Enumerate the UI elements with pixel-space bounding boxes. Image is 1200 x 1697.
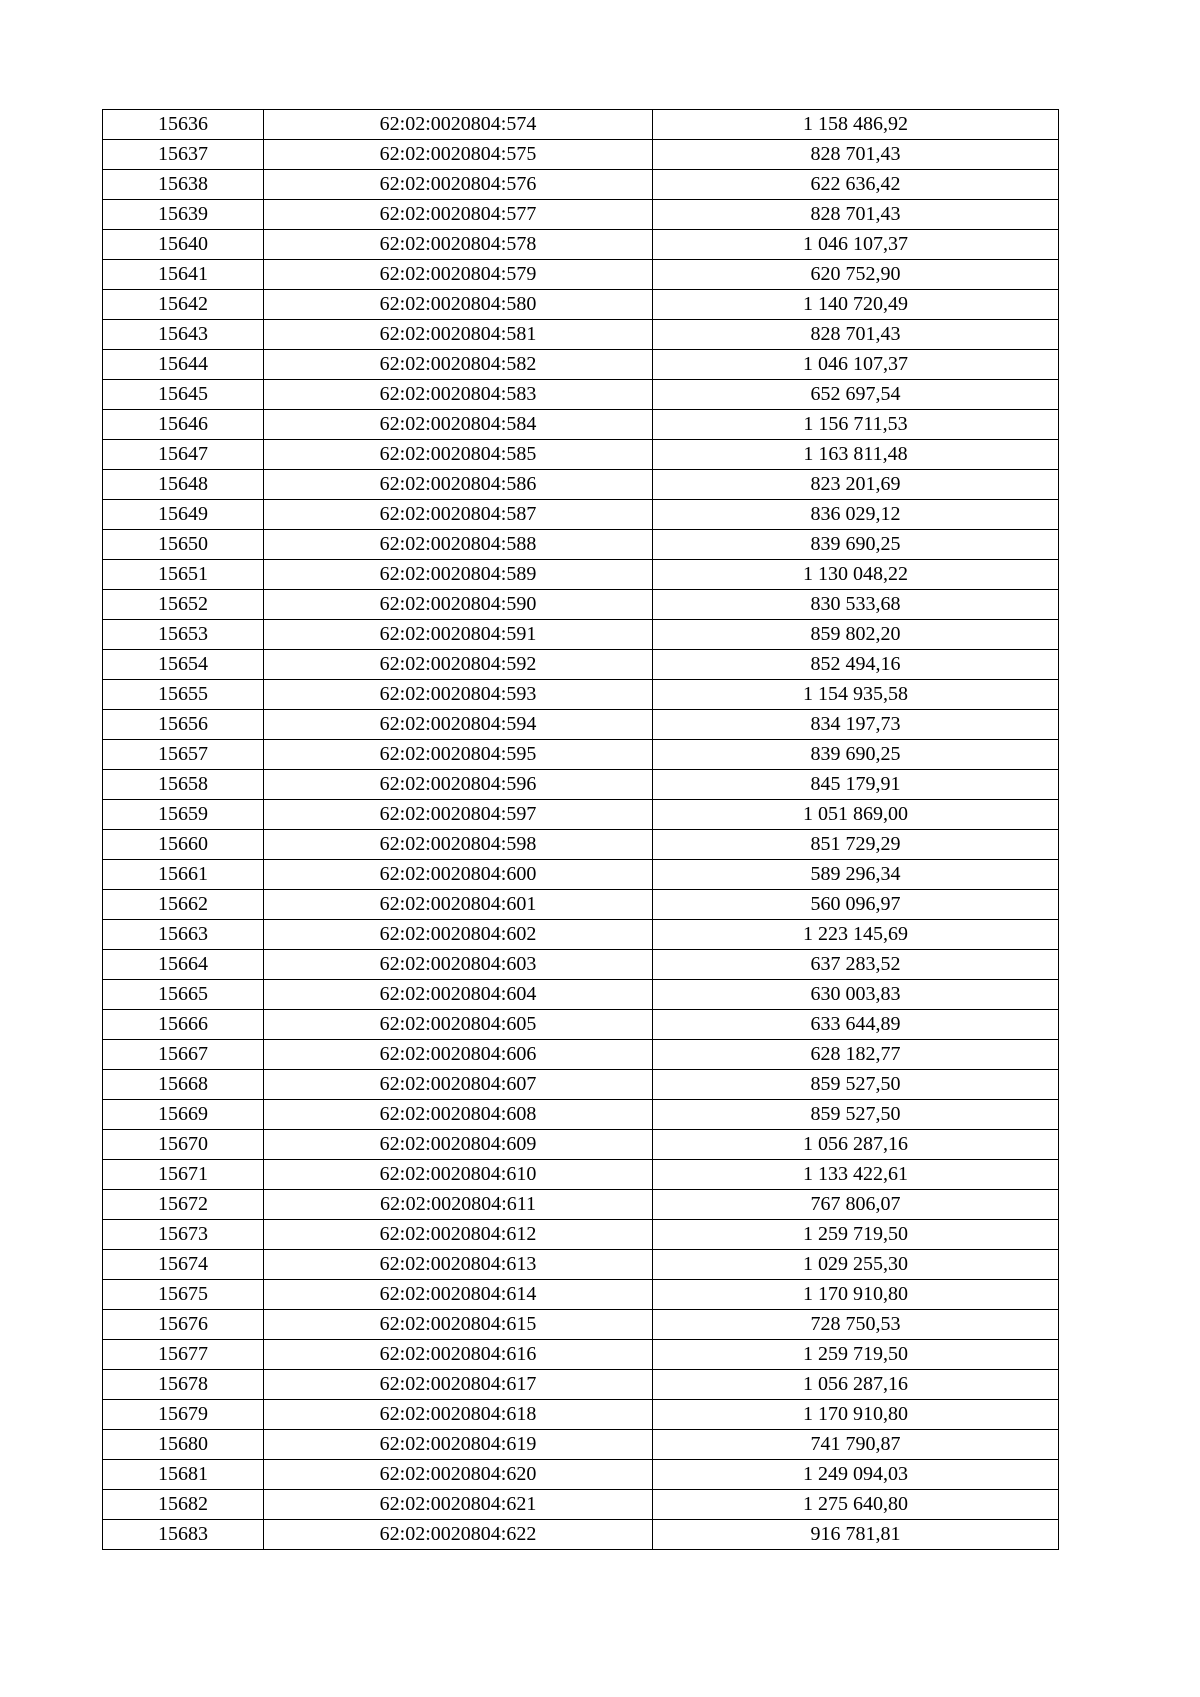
value-cell: 859 802,20 [653, 620, 1059, 650]
cadastral-number-cell: 62:02:0020804:587 [264, 500, 653, 530]
value-cell: 589 296,34 [653, 860, 1059, 890]
row-number-cell: 15666 [103, 1010, 264, 1040]
row-number-cell: 15662 [103, 890, 264, 920]
row-number-cell: 15668 [103, 1070, 264, 1100]
cadastral-number-cell: 62:02:0020804:608 [264, 1100, 653, 1130]
value-cell: 637 283,52 [653, 950, 1059, 980]
row-number-cell: 15669 [103, 1100, 264, 1130]
value-cell: 1 163 811,48 [653, 440, 1059, 470]
table-row [103, 1400, 1059, 1430]
table-row [103, 290, 1059, 320]
cadastral-number-cell: 62:02:0020804:603 [264, 950, 653, 980]
cadastral-number-cell: 62:02:0020804:591 [264, 620, 653, 650]
table-row [103, 1160, 1059, 1190]
value-cell: 1 140 720,49 [653, 290, 1059, 320]
value-cell: 767 806,07 [653, 1190, 1059, 1220]
value-cell: 1 249 094,03 [653, 1460, 1059, 1490]
row-number-cell: 15676 [103, 1310, 264, 1340]
table-row [103, 1010, 1059, 1040]
row-number-cell: 15644 [103, 350, 264, 380]
value-cell: 828 701,43 [653, 200, 1059, 230]
value-cell: 851 729,29 [653, 830, 1059, 860]
value-cell: 1 170 910,80 [653, 1400, 1059, 1430]
value-cell: 823 201,69 [653, 470, 1059, 500]
table-row [103, 260, 1059, 290]
cadastral-number-cell: 62:02:0020804:583 [264, 380, 653, 410]
row-number-cell: 15660 [103, 830, 264, 860]
value-cell: 859 527,50 [653, 1070, 1059, 1100]
table-row [103, 860, 1059, 890]
value-cell: 1 259 719,50 [653, 1220, 1059, 1250]
row-number-cell: 15649 [103, 500, 264, 530]
value-cell: 633 644,89 [653, 1010, 1059, 1040]
cadastral-number-cell: 62:02:0020804:613 [264, 1250, 653, 1280]
cadastral-number-cell: 62:02:0020804:617 [264, 1370, 653, 1400]
row-number-cell: 15664 [103, 950, 264, 980]
cadastral-number-cell: 62:02:0020804:612 [264, 1220, 653, 1250]
row-number-cell: 15655 [103, 680, 264, 710]
cadastral-number-cell: 62:02:0020804:588 [264, 530, 653, 560]
table-row [103, 740, 1059, 770]
cadastral-number-cell: 62:02:0020804:618 [264, 1400, 653, 1430]
value-cell: 1 130 048,22 [653, 560, 1059, 590]
row-number-cell: 15640 [103, 230, 264, 260]
cadastral-number-cell: 62:02:0020804:595 [264, 740, 653, 770]
table-row [103, 320, 1059, 350]
row-number-cell: 15682 [103, 1490, 264, 1520]
cadastral-number-cell: 62:02:0020804:607 [264, 1070, 653, 1100]
cadastral-number-cell: 62:02:0020804:604 [264, 980, 653, 1010]
row-number-cell: 15645 [103, 380, 264, 410]
table-row [103, 230, 1059, 260]
row-number-cell: 15646 [103, 410, 264, 440]
table-row [103, 560, 1059, 590]
row-number-cell: 15656 [103, 710, 264, 740]
row-number-cell: 15672 [103, 1190, 264, 1220]
table-row [103, 620, 1059, 650]
row-number-cell: 15671 [103, 1160, 264, 1190]
value-cell: 1 029 255,30 [653, 1250, 1059, 1280]
value-cell: 1 156 711,53 [653, 410, 1059, 440]
row-number-cell: 15637 [103, 140, 264, 170]
cadastral-number-cell: 62:02:0020804:593 [264, 680, 653, 710]
value-cell: 1 170 910,80 [653, 1280, 1059, 1310]
cadastral-number-cell: 62:02:0020804:590 [264, 590, 653, 620]
table-row [103, 1280, 1059, 1310]
row-number-cell: 15636 [103, 110, 264, 140]
row-number-cell: 15648 [103, 470, 264, 500]
table-row [103, 500, 1059, 530]
cadastral-number-cell: 62:02:0020804:620 [264, 1460, 653, 1490]
table-row [103, 1100, 1059, 1130]
row-number-cell: 15658 [103, 770, 264, 800]
table-row [103, 140, 1059, 170]
table-row [103, 350, 1059, 380]
value-cell: 628 182,77 [653, 1040, 1059, 1070]
row-number-cell: 15657 [103, 740, 264, 770]
cadastral-number-cell: 62:02:0020804:622 [264, 1520, 653, 1550]
row-number-cell: 15638 [103, 170, 264, 200]
value-cell: 630 003,83 [653, 980, 1059, 1010]
row-number-cell: 15653 [103, 620, 264, 650]
table-row [103, 1040, 1059, 1070]
data-table [102, 109, 1059, 1550]
value-cell: 1 223 145,69 [653, 920, 1059, 950]
row-number-cell: 15642 [103, 290, 264, 320]
row-number-cell: 15673 [103, 1220, 264, 1250]
cadastral-number-cell: 62:02:0020804:616 [264, 1340, 653, 1370]
table-row [103, 1130, 1059, 1160]
value-cell: 1 051 869,00 [653, 800, 1059, 830]
value-cell: 1 056 287,16 [653, 1370, 1059, 1400]
cadastral-number-cell: 62:02:0020804:584 [264, 410, 653, 440]
row-number-cell: 15643 [103, 320, 264, 350]
table-row [103, 530, 1059, 560]
row-number-cell: 15641 [103, 260, 264, 290]
row-number-cell: 15681 [103, 1460, 264, 1490]
row-number-cell: 15667 [103, 1040, 264, 1070]
table-row [103, 800, 1059, 830]
row-number-cell: 15680 [103, 1430, 264, 1460]
value-cell: 852 494,16 [653, 650, 1059, 680]
table-row [103, 680, 1059, 710]
cadastral-number-cell: 62:02:0020804:601 [264, 890, 653, 920]
value-cell: 728 750,53 [653, 1310, 1059, 1340]
table-row [103, 170, 1059, 200]
cadastral-number-cell: 62:02:0020804:598 [264, 830, 653, 860]
table-row [103, 950, 1059, 980]
cadastral-number-cell: 62:02:0020804:596 [264, 770, 653, 800]
value-cell: 741 790,87 [653, 1430, 1059, 1460]
row-number-cell: 15675 [103, 1280, 264, 1310]
value-cell: 1 158 486,92 [653, 110, 1059, 140]
row-number-cell: 15678 [103, 1370, 264, 1400]
cadastral-number-cell: 62:02:0020804:592 [264, 650, 653, 680]
cadastral-number-cell: 62:02:0020804:605 [264, 1010, 653, 1040]
table-row [103, 1460, 1059, 1490]
value-cell: 836 029,12 [653, 500, 1059, 530]
row-number-cell: 15663 [103, 920, 264, 950]
table-row [103, 410, 1059, 440]
cadastral-number-cell: 62:02:0020804:578 [264, 230, 653, 260]
row-number-cell: 15670 [103, 1130, 264, 1160]
cadastral-number-cell: 62:02:0020804:611 [264, 1190, 653, 1220]
table-row [103, 1070, 1059, 1100]
table-row [103, 890, 1059, 920]
row-number-cell: 15652 [103, 590, 264, 620]
row-number-cell: 15654 [103, 650, 264, 680]
value-cell: 828 701,43 [653, 140, 1059, 170]
cadastral-number-cell: 62:02:0020804:576 [264, 170, 653, 200]
table-row [103, 470, 1059, 500]
row-number-cell: 15661 [103, 860, 264, 890]
value-cell: 830 533,68 [653, 590, 1059, 620]
row-number-cell: 15674 [103, 1250, 264, 1280]
cadastral-number-cell: 62:02:0020804:580 [264, 290, 653, 320]
cadastral-number-cell: 62:02:0020804:610 [264, 1160, 653, 1190]
value-cell: 1 275 640,80 [653, 1490, 1059, 1520]
cadastral-number-cell: 62:02:0020804:602 [264, 920, 653, 950]
table-row [103, 1430, 1059, 1460]
cadastral-number-cell: 62:02:0020804:606 [264, 1040, 653, 1070]
table-row [103, 710, 1059, 740]
value-cell: 622 636,42 [653, 170, 1059, 200]
row-number-cell: 15659 [103, 800, 264, 830]
cadastral-number-cell: 62:02:0020804:594 [264, 710, 653, 740]
cadastral-number-cell: 62:02:0020804:609 [264, 1130, 653, 1160]
value-cell: 845 179,91 [653, 770, 1059, 800]
cadastral-number-cell: 62:02:0020804:614 [264, 1280, 653, 1310]
cadastral-number-cell: 62:02:0020804:577 [264, 200, 653, 230]
table-row [103, 1310, 1059, 1340]
table-row [103, 1190, 1059, 1220]
value-cell: 1 259 719,50 [653, 1340, 1059, 1370]
value-cell: 652 697,54 [653, 380, 1059, 410]
table-row [103, 440, 1059, 470]
cadastral-number-cell: 62:02:0020804:589 [264, 560, 653, 590]
cadastral-number-cell: 62:02:0020804:597 [264, 800, 653, 830]
cadastral-number-cell: 62:02:0020804:615 [264, 1310, 653, 1340]
table-row [103, 980, 1059, 1010]
value-cell: 1 046 107,37 [653, 350, 1059, 380]
row-number-cell: 15683 [103, 1520, 264, 1550]
table-row [103, 770, 1059, 800]
value-cell: 828 701,43 [653, 320, 1059, 350]
table-row [103, 920, 1059, 950]
cadastral-number-cell: 62:02:0020804:586 [264, 470, 653, 500]
table-row [103, 110, 1059, 140]
table-row [103, 1520, 1059, 1550]
value-cell: 620 752,90 [653, 260, 1059, 290]
value-cell: 560 096,97 [653, 890, 1059, 920]
row-number-cell: 15650 [103, 530, 264, 560]
row-number-cell: 15677 [103, 1340, 264, 1370]
value-cell: 839 690,25 [653, 530, 1059, 560]
table-row [103, 1220, 1059, 1250]
value-cell: 1 154 935,58 [653, 680, 1059, 710]
table-row [103, 1490, 1059, 1520]
row-number-cell: 15679 [103, 1400, 264, 1430]
cadastral-number-cell: 62:02:0020804:619 [264, 1430, 653, 1460]
cadastral-number-cell: 62:02:0020804:582 [264, 350, 653, 380]
cadastral-number-cell: 62:02:0020804:574 [264, 110, 653, 140]
table-row [103, 1250, 1059, 1280]
table-row [103, 1340, 1059, 1370]
table-body [103, 110, 1059, 1550]
cadastral-number-cell: 62:02:0020804:581 [264, 320, 653, 350]
value-cell: 1 046 107,37 [653, 230, 1059, 260]
row-number-cell: 15651 [103, 560, 264, 590]
cadastral-number-cell: 62:02:0020804:575 [264, 140, 653, 170]
value-cell: 834 197,73 [653, 710, 1059, 740]
row-number-cell: 15647 [103, 440, 264, 470]
table-row [103, 650, 1059, 680]
cadastral-number-cell: 62:02:0020804:621 [264, 1490, 653, 1520]
row-number-cell: 15665 [103, 980, 264, 1010]
cadastral-number-cell: 62:02:0020804:579 [264, 260, 653, 290]
value-cell: 859 527,50 [653, 1100, 1059, 1130]
value-cell: 839 690,25 [653, 740, 1059, 770]
value-cell: 916 781,81 [653, 1520, 1059, 1550]
value-cell: 1 133 422,61 [653, 1160, 1059, 1190]
row-number-cell: 15639 [103, 200, 264, 230]
table-row [103, 200, 1059, 230]
table-row [103, 590, 1059, 620]
cadastral-number-cell: 62:02:0020804:600 [264, 860, 653, 890]
table-row [103, 380, 1059, 410]
cadastral-number-cell: 62:02:0020804:585 [264, 440, 653, 470]
table-row [103, 1370, 1059, 1400]
table-row [103, 830, 1059, 860]
value-cell: 1 056 287,16 [653, 1130, 1059, 1160]
